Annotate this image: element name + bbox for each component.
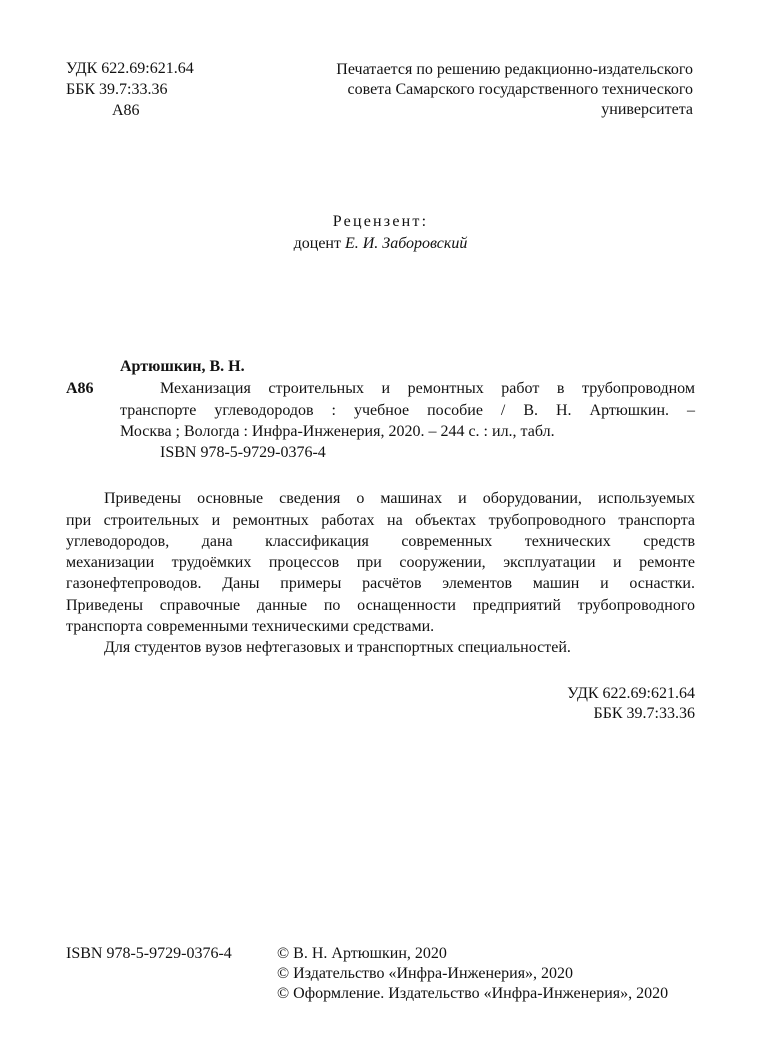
copyright-line: © Оформление. Издательство «Инфра-Инженерия», 2020	[277, 985, 669, 1002]
reviewer-label: Рецензент:	[332, 213, 429, 230]
catalog-line: транспорте углеводородов : учебное пособие / В. Н. Артюшкин. –	[120, 402, 695, 419]
approval-line: совета Самарского государственного технического	[347, 81, 693, 98]
catalog-author: Артюшкин, В. Н.	[120, 358, 245, 375]
approval-block	[336, 60, 693, 120]
abstract-line: транспорта современными техническими средствами.	[66, 618, 435, 635]
abstract-line: газонефтепроводов. Даны примеры расчётов элементов машин и оснастки.	[66, 575, 695, 592]
footer-isbn: ISBN 978-5-9729-0376-4	[66, 945, 232, 962]
header-bbk: ББК 39.7:33.36	[66, 81, 168, 98]
copyright-line: © Издательство «Инфра-Инженерия», 2020	[277, 965, 574, 982]
reviewer-name: Е. И. Заборовский	[344, 235, 468, 252]
classification-block	[567, 684, 695, 724]
copyright-line: © В. Н. Артюшкин, 2020	[277, 945, 447, 962]
classification-bbk: ББК 39.7:33.36	[593, 705, 695, 722]
abstract-line: Приведены справочные данные по оснащенности предприятий трубопроводного	[66, 597, 695, 614]
catalog-code: А86	[66, 380, 94, 397]
reviewer-title: доцент	[293, 235, 341, 252]
catalog-line: Механизация строительных и ремонтных работ в трубопроводном	[160, 380, 695, 397]
abstract-line: механизации трудоёмких процессов при сооружении, эксплуатации и ремонте	[66, 554, 695, 571]
header-udk: УДК 622.69:621.64	[66, 60, 194, 77]
classification-udk: УДК 622.69:621.64	[567, 685, 695, 702]
abstract-line: углеводородов, дана классификация современных технических средств	[66, 533, 695, 550]
approval-line: Печатается по решению редакционно-издательского	[336, 61, 693, 78]
catalog-line: Москва ; Вологда : Инфра-Инженерия, 2020. – 244 с. : ил., табл.	[120, 423, 555, 440]
abstract-line: Приведены основные сведения о машинах и оборудовании, используемых	[104, 490, 695, 507]
reviewer-credit	[0, 234, 761, 254]
header-code: А86	[112, 102, 140, 119]
abstract-audience: Для студентов вузов нефтегазовых и транспортных специальностей.	[104, 639, 571, 656]
copyright-block	[277, 944, 668, 1004]
approval-line: университета	[601, 101, 693, 118]
abstract-line: при строительных и ремонтных работах на объектах трубопроводного транспорта	[66, 512, 695, 529]
catalog-isbn: ISBN 978-5-9729-0376-4	[160, 444, 326, 461]
